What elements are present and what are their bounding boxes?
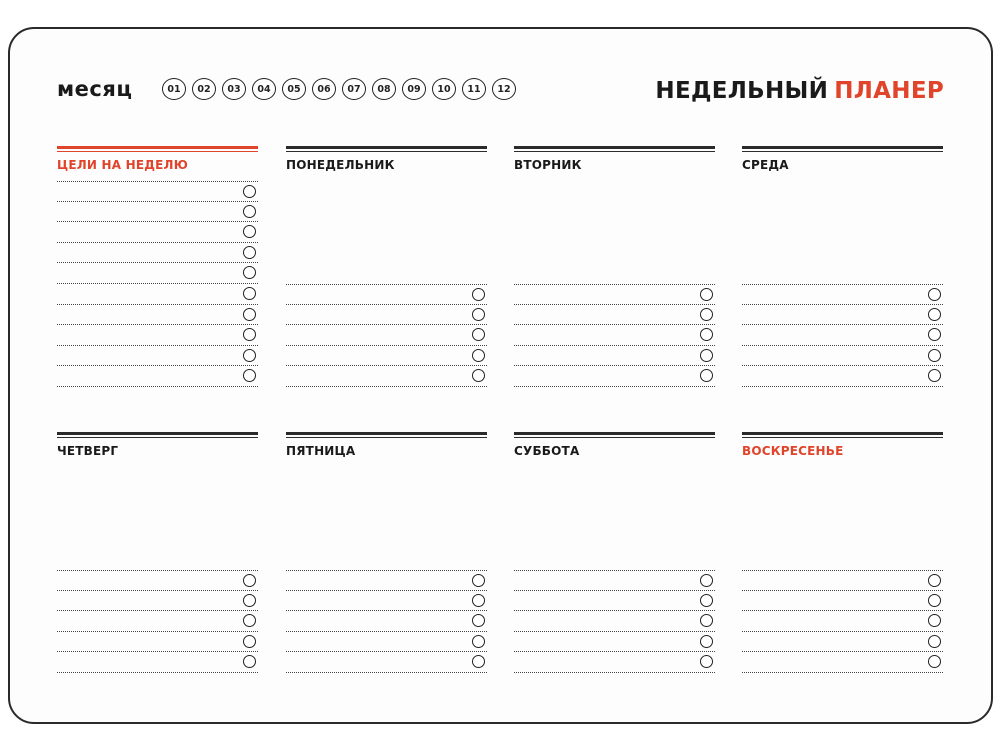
checkbox-circle-icon[interactable] bbox=[472, 349, 485, 362]
month-02[interactable]: 02 bbox=[192, 78, 216, 100]
checkbox-circle-icon[interactable] bbox=[700, 308, 713, 321]
checkbox-circle-icon[interactable] bbox=[928, 635, 941, 648]
goals-bar bbox=[57, 146, 258, 152]
month-01[interactable]: 01 bbox=[162, 78, 186, 100]
task-line[interactable] bbox=[57, 243, 258, 264]
task-line[interactable] bbox=[286, 284, 487, 305]
task-line[interactable] bbox=[57, 305, 258, 326]
task-line[interactable] bbox=[286, 591, 487, 612]
checkbox-circle-icon[interactable] bbox=[243, 614, 256, 627]
checkbox-circle-icon[interactable] bbox=[472, 328, 485, 341]
monday-lines bbox=[286, 284, 487, 387]
checkbox-circle-icon[interactable] bbox=[928, 308, 941, 321]
task-line[interactable] bbox=[514, 346, 715, 367]
checkbox-circle-icon[interactable] bbox=[700, 614, 713, 627]
checkbox-circle-icon[interactable] bbox=[243, 349, 256, 362]
task-line[interactable] bbox=[742, 632, 943, 653]
day-label-saturday: СУББОТА bbox=[514, 444, 580, 458]
checkbox-circle-icon[interactable] bbox=[243, 328, 256, 341]
task-line[interactable] bbox=[57, 284, 258, 305]
day-label-sunday: ВОСКРЕСЕНЬЕ bbox=[742, 444, 844, 458]
checkbox-circle-icon[interactable] bbox=[700, 369, 713, 382]
task-line[interactable] bbox=[514, 611, 715, 632]
month-11[interactable]: 11 bbox=[462, 78, 486, 100]
task-line[interactable] bbox=[286, 611, 487, 632]
day-label-friday: ПЯТНИЦА bbox=[286, 444, 356, 458]
checkbox-circle-icon[interactable] bbox=[243, 594, 256, 607]
task-line[interactable] bbox=[742, 611, 943, 632]
saturday-lines bbox=[514, 570, 715, 673]
day-bar bbox=[742, 432, 943, 438]
task-line[interactable] bbox=[742, 284, 943, 305]
checkbox-circle-icon[interactable] bbox=[928, 369, 941, 382]
task-line[interactable] bbox=[514, 284, 715, 305]
checkbox-circle-icon[interactable] bbox=[472, 288, 485, 301]
day-label-wednesday: СРЕДА bbox=[742, 158, 789, 172]
checkbox-circle-icon[interactable] bbox=[700, 574, 713, 587]
task-line[interactable] bbox=[57, 222, 258, 243]
wednesday-lines bbox=[742, 284, 943, 387]
checkbox-circle-icon[interactable] bbox=[472, 635, 485, 648]
month-04[interactable]: 04 bbox=[252, 78, 276, 100]
task-line[interactable] bbox=[57, 632, 258, 653]
checkbox-circle-icon[interactable] bbox=[928, 349, 941, 362]
checkbox-circle-icon[interactable] bbox=[700, 635, 713, 648]
task-line[interactable] bbox=[514, 632, 715, 653]
task-line[interactable] bbox=[742, 366, 943, 387]
goals-lines bbox=[57, 181, 258, 387]
day-block-friday bbox=[286, 432, 487, 460]
checkbox-circle-icon[interactable] bbox=[472, 655, 485, 668]
checkbox-circle-icon[interactable] bbox=[243, 635, 256, 648]
month-10[interactable]: 10 bbox=[432, 78, 456, 100]
checkbox-circle-icon[interactable] bbox=[928, 594, 941, 607]
day-block-wednesday bbox=[742, 146, 943, 174]
checkbox-circle-icon[interactable] bbox=[472, 308, 485, 321]
day-label-thursday: ЧЕТВЕРГ bbox=[57, 444, 119, 458]
task-line[interactable] bbox=[57, 346, 258, 367]
checkbox-circle-icon[interactable] bbox=[928, 288, 941, 301]
task-line[interactable] bbox=[514, 305, 715, 326]
task-line[interactable] bbox=[57, 181, 258, 202]
month-05[interactable]: 05 bbox=[282, 78, 306, 100]
month-12[interactable]: 12 bbox=[492, 78, 516, 100]
checkbox-circle-icon[interactable] bbox=[700, 594, 713, 607]
task-line[interactable] bbox=[742, 570, 943, 591]
title-dark: НЕДЕЛЬНЫЙ bbox=[655, 78, 829, 104]
checkbox-circle-icon[interactable] bbox=[472, 614, 485, 627]
month-06[interactable]: 06 bbox=[312, 78, 336, 100]
task-line[interactable] bbox=[514, 570, 715, 591]
day-block-tuesday bbox=[514, 146, 715, 174]
task-line[interactable] bbox=[57, 611, 258, 632]
checkbox-circle-icon[interactable] bbox=[243, 225, 256, 238]
tuesday-lines bbox=[514, 284, 715, 387]
checkbox-circle-icon[interactable] bbox=[472, 574, 485, 587]
checkbox-circle-icon[interactable] bbox=[472, 594, 485, 607]
checkbox-circle-icon[interactable] bbox=[243, 574, 256, 587]
task-line[interactable] bbox=[514, 325, 715, 346]
task-line[interactable] bbox=[742, 591, 943, 612]
checkbox-circle-icon[interactable] bbox=[243, 266, 256, 279]
task-line[interactable] bbox=[57, 263, 258, 284]
page-title bbox=[655, 78, 944, 104]
checkbox-circle-icon[interactable] bbox=[243, 205, 256, 218]
checkbox-circle-icon[interactable] bbox=[700, 349, 713, 362]
task-line[interactable] bbox=[286, 632, 487, 653]
checkbox-circle-icon[interactable] bbox=[928, 328, 941, 341]
day-bar bbox=[514, 432, 715, 438]
task-line[interactable] bbox=[57, 591, 258, 612]
day-block-thursday bbox=[57, 432, 258, 460]
checkbox-circle-icon[interactable] bbox=[928, 655, 941, 668]
checkbox-circle-icon[interactable] bbox=[243, 246, 256, 259]
task-line[interactable] bbox=[286, 346, 487, 367]
thursday-lines bbox=[57, 570, 258, 673]
checkbox-circle-icon[interactable] bbox=[472, 369, 485, 382]
month-03[interactable]: 03 bbox=[222, 78, 246, 100]
task-line[interactable] bbox=[286, 652, 487, 673]
checkbox-circle-icon[interactable] bbox=[700, 655, 713, 668]
day-block-sunday bbox=[742, 432, 943, 460]
day-bar bbox=[286, 146, 487, 152]
day-block-saturday bbox=[514, 432, 715, 460]
month-09[interactable]: 09 bbox=[402, 78, 426, 100]
goals-block bbox=[57, 146, 258, 174]
checkbox-circle-icon[interactable] bbox=[700, 288, 713, 301]
day-bar bbox=[742, 146, 943, 152]
task-line[interactable] bbox=[514, 652, 715, 673]
sunday-lines bbox=[742, 570, 943, 673]
day-label-tuesday: ВТОРНИК bbox=[514, 158, 582, 172]
task-line[interactable] bbox=[514, 366, 715, 387]
checkbox-circle-icon[interactable] bbox=[700, 328, 713, 341]
task-line[interactable] bbox=[57, 652, 258, 673]
goals-label: ЦЕЛИ НА НЕДЕЛЮ bbox=[57, 158, 189, 172]
task-line[interactable] bbox=[57, 202, 258, 223]
month-07[interactable]: 07 bbox=[342, 78, 366, 100]
title-accent: ПЛАНЕР bbox=[834, 78, 944, 104]
day-bar bbox=[57, 432, 258, 438]
checkbox-circle-icon[interactable] bbox=[243, 287, 256, 300]
day-bar bbox=[286, 432, 487, 438]
month-selector bbox=[162, 78, 516, 100]
checkbox-circle-icon[interactable] bbox=[243, 308, 256, 321]
task-line[interactable] bbox=[742, 305, 943, 326]
task-line[interactable] bbox=[286, 325, 487, 346]
friday-lines bbox=[286, 570, 487, 673]
task-line[interactable] bbox=[742, 325, 943, 346]
checkbox-circle-icon[interactable] bbox=[928, 574, 941, 587]
day-label-monday: ПОНЕДЕЛЬНИК bbox=[286, 158, 395, 172]
task-line[interactable] bbox=[57, 366, 258, 387]
month-label: месяц bbox=[57, 77, 133, 101]
task-line[interactable] bbox=[57, 325, 258, 346]
day-bar bbox=[514, 146, 715, 152]
task-line[interactable] bbox=[742, 346, 943, 367]
task-line[interactable] bbox=[286, 305, 487, 326]
task-line[interactable] bbox=[286, 366, 487, 387]
task-line[interactable] bbox=[286, 570, 487, 591]
day-block-monday bbox=[286, 146, 487, 174]
checkbox-circle-icon[interactable] bbox=[928, 614, 941, 627]
checkbox-circle-icon[interactable] bbox=[243, 185, 256, 198]
checkbox-circle-icon[interactable] bbox=[243, 655, 256, 668]
task-line[interactable] bbox=[742, 652, 943, 673]
month-08[interactable]: 08 bbox=[372, 78, 396, 100]
task-line[interactable] bbox=[514, 591, 715, 612]
task-line[interactable] bbox=[57, 570, 258, 591]
checkbox-circle-icon[interactable] bbox=[243, 369, 256, 382]
